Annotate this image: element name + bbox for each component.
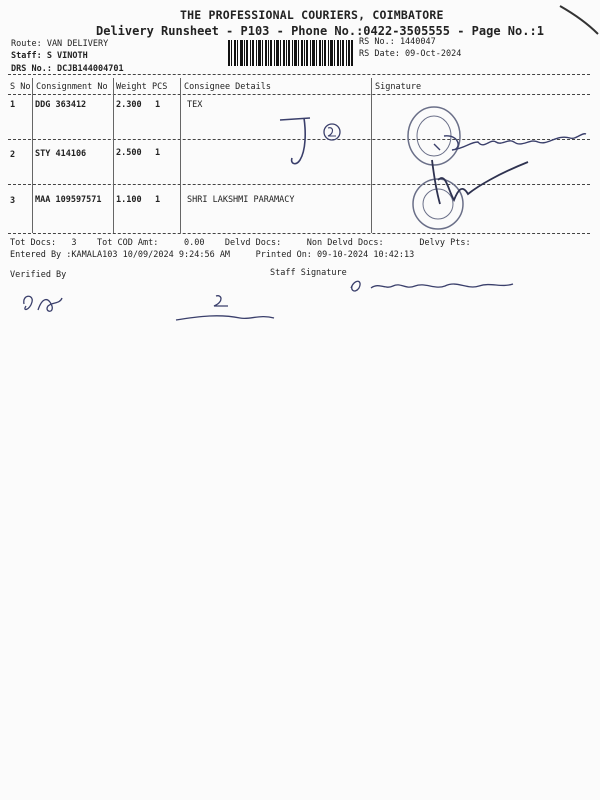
column-divider bbox=[113, 78, 114, 233]
verified-by-label: Verified By bbox=[10, 270, 67, 280]
row1-consignment: DDG 363412 bbox=[35, 100, 87, 110]
column-header-signature: Signature bbox=[375, 82, 422, 92]
verified-initials-scribble bbox=[18, 288, 68, 318]
route-text: Route: VAN DELIVERY bbox=[11, 39, 109, 49]
corner-mark bbox=[558, 0, 600, 38]
row3-sno: 3 bbox=[10, 196, 16, 206]
column-header-consignment: Consignment No bbox=[36, 82, 108, 92]
staff-signature-label: Staff Signature bbox=[270, 268, 347, 278]
table-top-rule bbox=[8, 74, 590, 75]
column-divider bbox=[32, 78, 33, 233]
table-header-rule bbox=[8, 94, 590, 95]
row2-pcs: 1 bbox=[155, 148, 161, 158]
table-bottom-rule bbox=[8, 233, 590, 234]
row1-weight: 2.300 bbox=[116, 100, 142, 110]
rs-number: RS No.: 1440047 bbox=[359, 37, 436, 47]
drs-number: DRS No.: DCJB144004701 bbox=[11, 64, 124, 74]
signature-scribble bbox=[418, 150, 548, 212]
row1-pcs: 1 bbox=[155, 100, 161, 110]
barcode-image bbox=[228, 40, 353, 66]
row1-consignee: TEX bbox=[187, 100, 203, 110]
rs-date: RS Date: 09-Oct-2024 bbox=[359, 49, 462, 59]
row3-consignment: MAA 109597571 bbox=[35, 195, 102, 205]
column-header-sno: S No bbox=[10, 82, 31, 92]
handwritten-mark bbox=[270, 112, 350, 172]
staff-text: Staff: S VINOTH bbox=[11, 51, 88, 61]
row2-sno: 2 bbox=[10, 150, 16, 160]
row3-weight: 1.100 bbox=[116, 195, 142, 205]
verifier-signature-scribble bbox=[170, 292, 280, 332]
column-header-pcs: PCS bbox=[152, 82, 168, 92]
totals-line: Tot Docs: 3 Tot COD Amt: 0.00 Delvd Docs: Non Delvd Docs: Delvy Pts: bbox=[10, 238, 471, 248]
column-divider bbox=[180, 78, 181, 233]
row2-consignment: STY 414106 bbox=[35, 149, 87, 159]
staff-signature-scribble bbox=[345, 268, 535, 300]
column-divider bbox=[371, 78, 372, 233]
row3-pcs: 1 bbox=[155, 195, 161, 205]
runsheet-title: Delivery Runsheet - P103 - Phone No.:0422-3505555 - Page No.:1 bbox=[96, 24, 544, 38]
column-header-weight: Weight bbox=[116, 82, 147, 92]
row3-consignee: SHRI LAKSHMI PARAMACY bbox=[187, 195, 295, 205]
column-header-consignee: Consignee Details bbox=[184, 82, 271, 92]
row2-weight: 2.500 bbox=[116, 148, 142, 158]
entered-printed-line: Entered By :KAMALA103 10/09/2024 9:24:56 AM Printed On: 09-10-2024 10:42:13 bbox=[10, 250, 415, 260]
company-title: THE PROFESSIONAL COURIERS, COIMBATORE bbox=[180, 8, 444, 22]
row1-sno: 1 bbox=[10, 100, 16, 110]
